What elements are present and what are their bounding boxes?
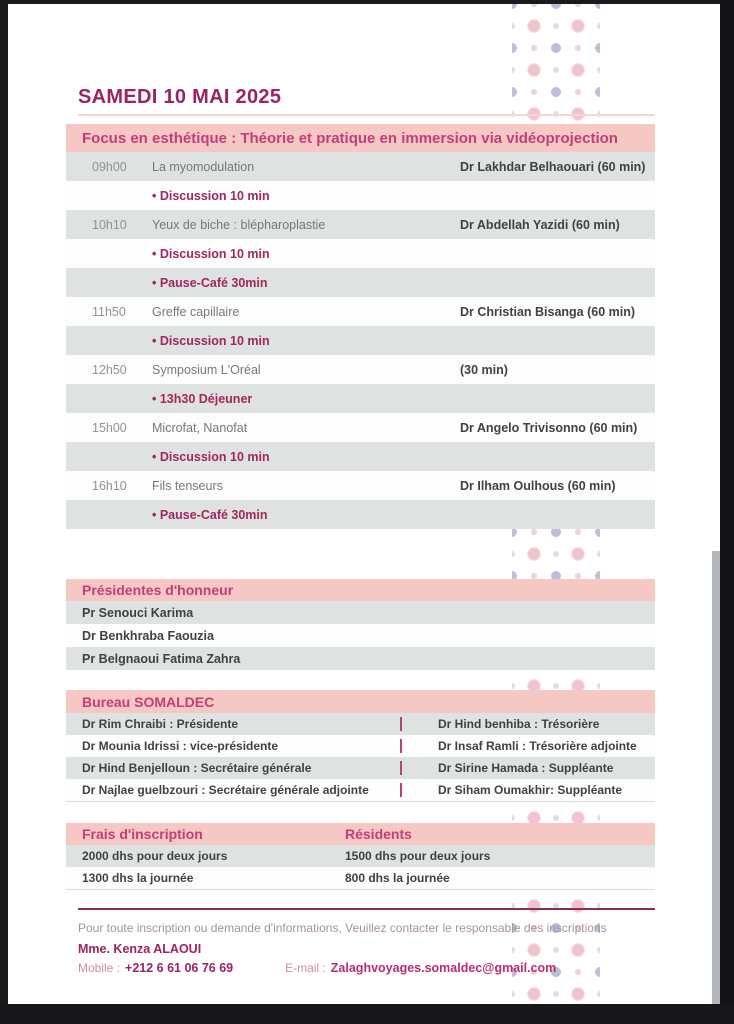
speaker-label: (30 min) <box>460 362 508 377</box>
honor-member-row: Pr Senouci Karima <box>66 601 655 624</box>
column-divider <box>400 717 402 731</box>
contact-name: Mme. Kenza ALAOUI <box>78 942 202 956</box>
bureau-member-left: Dr Najlae guelbzouri : Secrétaire générale adjointe <box>82 783 369 797</box>
frame-edge-top <box>0 0 734 4</box>
schedule-note-row <box>66 384 655 413</box>
bureau-member-right: Dr Hind benhiba : Trésorière <box>438 717 600 731</box>
schedule-rows <box>66 152 655 529</box>
honor-section-header: Présidentes d'honneur <box>66 579 655 601</box>
bureau-section-header: Bureau SOMALDEC <box>66 690 655 713</box>
speaker-label: Dr Christian Bisanga (60 min) <box>460 304 636 319</box>
bureau-member-left: Dr Rim Chraibi : Présidente <box>82 717 239 731</box>
fee-general: 2000 dhs pour deux jours <box>82 849 228 863</box>
time-label: 16h10 <box>92 478 127 493</box>
speaker-label: Dr Abdellah Yazidi (60 min) <box>460 217 620 232</box>
fees-row <box>66 845 655 867</box>
schedule-note-row <box>66 268 655 297</box>
time-label: 10h10 <box>92 217 127 232</box>
time-label: 15h00 <box>92 420 127 435</box>
bureau-member-right: Dr Siham Oumakhir: Suppléante <box>438 783 623 797</box>
bureau-section <box>66 690 655 802</box>
session-title: Symposium L'Oréal <box>152 362 261 377</box>
fees-row <box>66 867 655 889</box>
frame-edge-left <box>0 0 8 1024</box>
bureau-row <box>66 713 655 735</box>
schedule-row <box>66 471 655 500</box>
time-label: 09h00 <box>92 159 127 174</box>
fee-general: 1300 dhs la journée <box>82 871 194 885</box>
session-title: Greffe capillaire <box>152 304 240 319</box>
bureau-row <box>66 757 655 779</box>
time-label: 11h50 <box>92 304 126 319</box>
time-label: 12h50 <box>92 362 127 377</box>
note-label: • Discussion 10 min <box>152 246 270 261</box>
fee-resident: 1500 dhs pour deux jours <box>345 849 491 863</box>
schedule-note-row <box>66 181 655 210</box>
bureau-row <box>66 779 655 801</box>
frame-edge-right <box>720 0 734 1024</box>
schedule-row <box>66 413 655 442</box>
honor-member-row: Pr Belgnaoui Fatima Zahra <box>66 647 655 670</box>
document-page <box>8 4 720 1004</box>
column-divider <box>400 783 402 797</box>
column-divider <box>400 739 402 753</box>
schedule-section <box>66 124 655 529</box>
date-title: SAMEDI 10 MAI 2025 <box>78 86 282 108</box>
schedule-row <box>66 297 655 326</box>
note-label: • 13h30 Déjeuner <box>152 391 253 406</box>
session-title: Fils tenseurs <box>152 478 223 493</box>
bureau-member-left: Dr Hind Benjelloun : Secrétaire générale <box>82 761 312 775</box>
email-label: E-mail : <box>285 961 326 975</box>
schedule-row <box>66 210 655 239</box>
schedule-note-row <box>66 442 655 471</box>
session-title: Yeux de biche : blépharoplastie <box>152 217 326 232</box>
fees-section-header <box>66 823 655 845</box>
session-title: Microfat, Nanofat <box>152 420 248 435</box>
note-label: • Pause-Café 30min <box>152 275 268 290</box>
schedule-row <box>66 152 655 181</box>
speaker-label: Dr Lakhdar Belhaouari (60 min) <box>460 159 646 174</box>
footer-divider <box>78 908 655 910</box>
note-label: • Discussion 10 min <box>152 333 270 348</box>
column-divider <box>400 761 402 775</box>
bureau-member-right: Dr Insaf Ramli : Trésorière adjointe <box>438 739 637 753</box>
fee-resident: 800 dhs la journée <box>345 871 450 885</box>
fees-section <box>66 823 655 890</box>
schedule-note-row <box>66 326 655 355</box>
mobile-label: Mobile : <box>78 961 121 975</box>
contact-line <box>78 961 556 975</box>
mobile-number: +212 6 61 06 76 69 <box>125 961 234 975</box>
honor-section <box>66 579 655 670</box>
frame-edge-bottom <box>0 1004 734 1024</box>
schedule-note-row <box>66 500 655 529</box>
scrollbar-thumb[interactable] <box>712 551 720 1004</box>
contact-note: Pour toute inscription ou demande d'informations, Veuillez contacter le responsable des inscriptions <box>78 921 607 935</box>
honor-rows <box>66 601 655 670</box>
fees-header-right: Résidents <box>345 826 412 842</box>
session-title: La myomodulation <box>152 159 255 174</box>
speaker-label: Dr Angelo Trivisonno (60 min) <box>460 420 638 435</box>
bureau-rows <box>66 713 655 802</box>
note-label: • Pause-Café 30min <box>152 507 268 522</box>
fees-rows <box>66 845 655 890</box>
schedule-section-header: Focus en esthétique : Théorie et pratique en immersion via vidéoprojection <box>66 124 655 152</box>
schedule-row <box>66 355 655 384</box>
bureau-member-right: Dr Sirine Hamada : Suppléante <box>438 761 614 775</box>
note-label: • Discussion 10 min <box>152 188 270 203</box>
title-underline <box>78 114 655 116</box>
honor-member-row: Dr Benkhraba Faouzia <box>66 624 655 647</box>
speaker-label: Dr Ilham Oulhous (60 min) <box>460 478 616 493</box>
fees-header-left: Frais d'inscription <box>82 826 203 842</box>
schedule-note-row <box>66 239 655 268</box>
note-label: • Discussion 10 min <box>152 449 270 464</box>
email-address: Zalaghvoyages.somaldec@gmail.com <box>330 961 557 975</box>
bureau-member-left: Dr Mounia Idrissi : vice-présidente <box>82 739 279 753</box>
bureau-row <box>66 735 655 757</box>
